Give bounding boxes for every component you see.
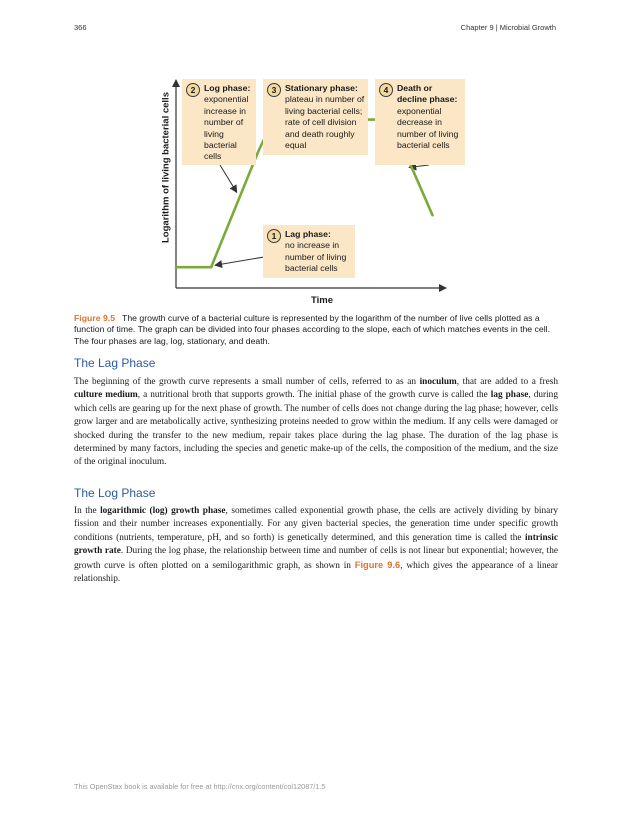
- phase-description: plateau in number of living bacterial cells; rate of cell division and death roughly equal: [285, 94, 365, 151]
- lag-phase-paragraph: The beginning of the growth curve represents a small number of cells, referred to as an inoculum, that are added to a fresh culture medium, a nutritional broth that supports growth. The initial phase of the growth curve is called the lag phase, during which cells are gearing up for the next phase of growth. The number of cells does not change during the lag phase; however, cells grow larger and are metabolically active, synthesizing proteins needed to grow within the medium. If any cells were damaged or shocked during the transfer to the new medium, repair takes place during the lag phase. The duration of the lag phase is determined by many factors, including the species and genetic make-up of the cells, the composition of the medium, and the size of the original inoculum.: [74, 377, 558, 468]
- term-culture-medium: culture medium: [74, 390, 138, 401]
- term-log-growth-phase: logarithmic (log) growth phase: [100, 506, 226, 516]
- log-phase-paragraph: In the logarithmic (log) growth phase, sometimes called exponential growth phase, the cells are actively dividing by binary fission and their number increases exponentially. For any given bacterial species, the generation time under specific growth conditions (nutrients, temperature, pH, and so forth) is genetically determined, and this generation time is called the intrinsic growth rate. During the log phase, the relationship between time and number of cells is not linear but exponential; however, the growth curve is often plotted on a semilogarithmic graph, as shown in Figure 9.6, which gives the appearance of a linear relationship.: [74, 506, 558, 585]
- figure-label: Figure 9.5: [74, 313, 116, 323]
- phase-title: Lag phase:: [285, 229, 331, 239]
- growth-curve-figure: [74, 70, 558, 310]
- section-heading-lag: The Lag Phase: [74, 356, 156, 370]
- phase-description: no increase in number of living bacterial cells: [285, 240, 347, 274]
- term-intrinsic-growth-rate: intrinsic growth rate: [74, 532, 558, 557]
- phase-number-badge: 3: [267, 83, 281, 97]
- phase-title: Death or decline phase:: [397, 83, 458, 105]
- callout-lag-phase: [263, 225, 355, 278]
- chapter-header: Chapter 9 | Microbial Growth: [460, 23, 556, 32]
- phase-title: Stationary phase:: [285, 83, 358, 93]
- phase-number-badge: 2: [186, 83, 200, 97]
- lag-phase-pointer: [215, 256, 270, 265]
- callout-death-phase: [375, 79, 465, 165]
- page-number: 366: [74, 23, 87, 32]
- x-axis-label: Time: [311, 295, 334, 306]
- figure-9-6-link[interactable]: Figure 9.6: [354, 559, 401, 570]
- section-heading-log: The Log Phase: [74, 486, 156, 500]
- footer-note: This OpenStax book is available for free at http://cnx.org/content/col12087/1.5: [74, 782, 326, 791]
- caption-text: The growth curve of a bacterial culture is represented by the logarithm of the number of live cells plotted as a function of time. The graph can be divided into four phases according to the slope, each of which matches events in the cell. The four phases are lag, log, stationary, and death.: [74, 313, 551, 346]
- phase-description: exponential increase in number of living bacterial cells: [204, 94, 249, 162]
- figure-caption: [74, 313, 558, 347]
- log-phase-pointer: [220, 165, 237, 192]
- phase-number-badge: 1: [267, 229, 281, 243]
- y-axis-label: Logarithm of living bacterial cells: [160, 92, 172, 243]
- phase-number-badge: 4: [379, 83, 393, 97]
- phase-description: exponential decrease in number of living bacterial cells: [397, 105, 459, 151]
- callout-log-phase: [182, 79, 256, 165]
- phase-title: Log phase:: [204, 83, 251, 93]
- term-lag-phase: lag phase: [490, 390, 529, 401]
- term-inoculum: inoculum: [419, 377, 457, 387]
- callout-stationary-phase: [263, 79, 368, 155]
